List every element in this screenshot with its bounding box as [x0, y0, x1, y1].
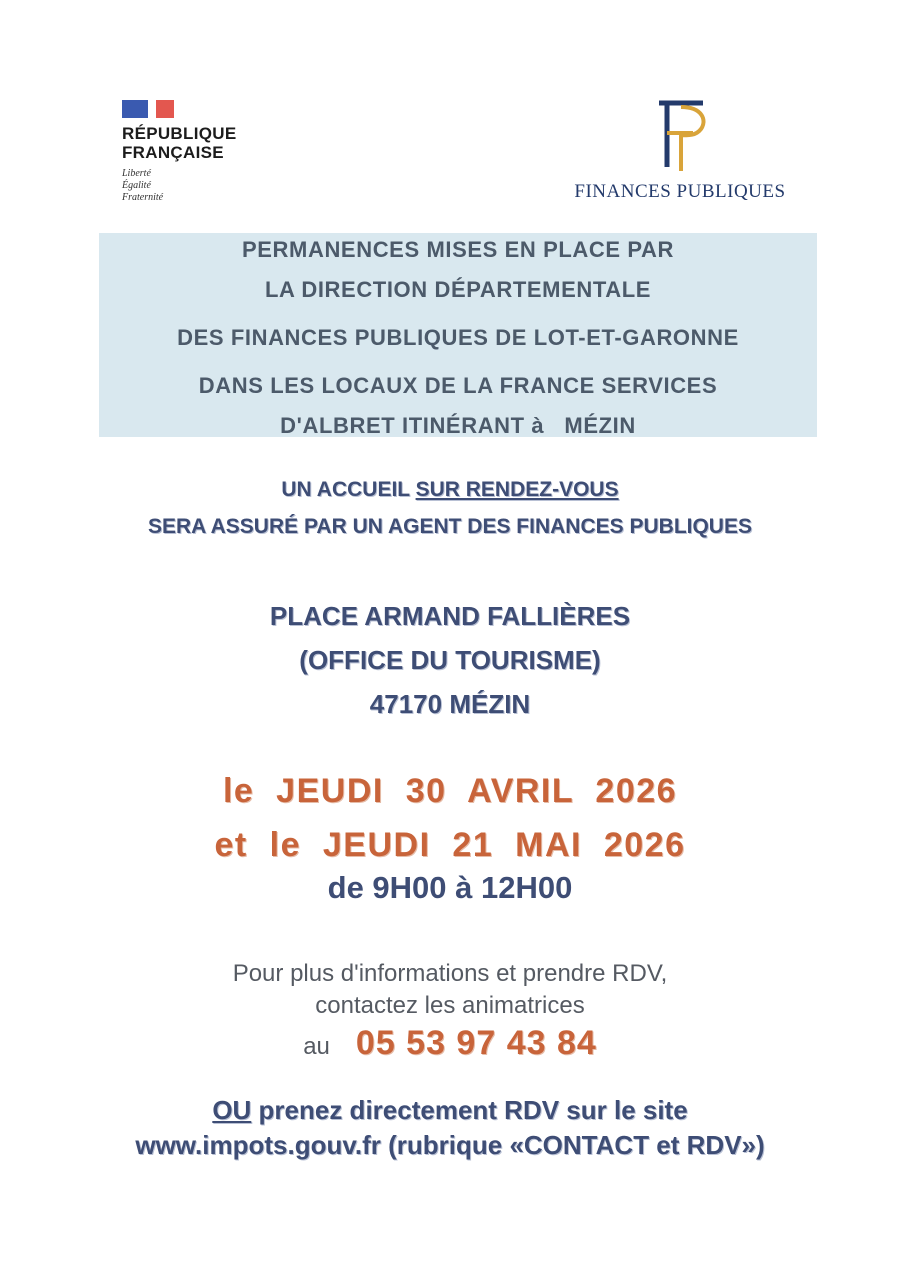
finances-publiques-emblem-icon	[645, 95, 715, 175]
phone-number: 05 53 97 43 84	[355, 1024, 597, 1062]
address-line-3: 47170 MÉZIN	[369, 689, 531, 719]
contact-line-1: Pour plus d'informations et prendre RDV,	[232, 960, 668, 987]
finances-publiques-logo	[560, 95, 800, 203]
accueil-rendez-vous: SUR RENDEZ-VOUS	[415, 478, 619, 501]
date-1: le JEUDI 30 AVRIL 2026	[222, 772, 678, 810]
web-line-1-rest: prenez directement RDV sur le site	[251, 1095, 688, 1125]
motto	[122, 168, 282, 204]
web-line-1	[0, 1095, 900, 1126]
accueil-line-2: SERA ASSURÉ PAR UN AGENT DES FINANCES PUBLIQUES	[147, 515, 752, 538]
banner-line-5: D'ALBRET ITINÉRANT à MÉZIN	[280, 413, 636, 438]
web-line-2: www.impots.gouv.fr (rubrique «CONTACT et RDV»)	[135, 1130, 765, 1160]
banner-line-1: PERMANENCES MISES EN PLACE PAR	[242, 237, 674, 262]
banner-line-2: LA DIRECTION DÉPARTEMENTALE	[264, 277, 652, 302]
finances-publiques-name: FINANCES PUBLIQUES	[574, 181, 786, 202]
phone-prefix: au	[303, 1033, 330, 1060]
accueil-line-1	[0, 478, 900, 502]
title-banner	[99, 233, 817, 437]
accueil-prefix: UN ACCUEIL	[281, 478, 416, 501]
banner-line-4: DANS LES LOCAUX DE LA FRANCE SERVICES	[198, 373, 718, 398]
french-flag-icon	[122, 100, 174, 118]
motto-egalite: Égalité	[122, 180, 151, 191]
motto-liberte: Liberté	[122, 168, 151, 179]
address-line-1: PLACE ARMAND FALLIÈRES	[269, 601, 631, 631]
contact-line-2: contactez les animatrices	[315, 992, 585, 1019]
web-ou: OU	[212, 1095, 252, 1125]
hours: de 9H00 à 12H00	[327, 870, 573, 905]
address-line-2: (OFFICE DU TOURISME)	[299, 645, 601, 675]
banner-line-3: DES FINANCES PUBLIQUES DE LOT-ET-GARONNE	[177, 325, 739, 350]
date-2: et le JEUDI 21 MAI 2026	[214, 826, 686, 864]
motto-fraternite: Fraternité	[122, 192, 164, 203]
republique-line: RÉPUBLIQUE	[122, 124, 237, 143]
francaise-line: FRANÇAISE	[122, 143, 224, 162]
republique-francaise-logo	[122, 100, 282, 204]
phone-line	[0, 1024, 900, 1063]
